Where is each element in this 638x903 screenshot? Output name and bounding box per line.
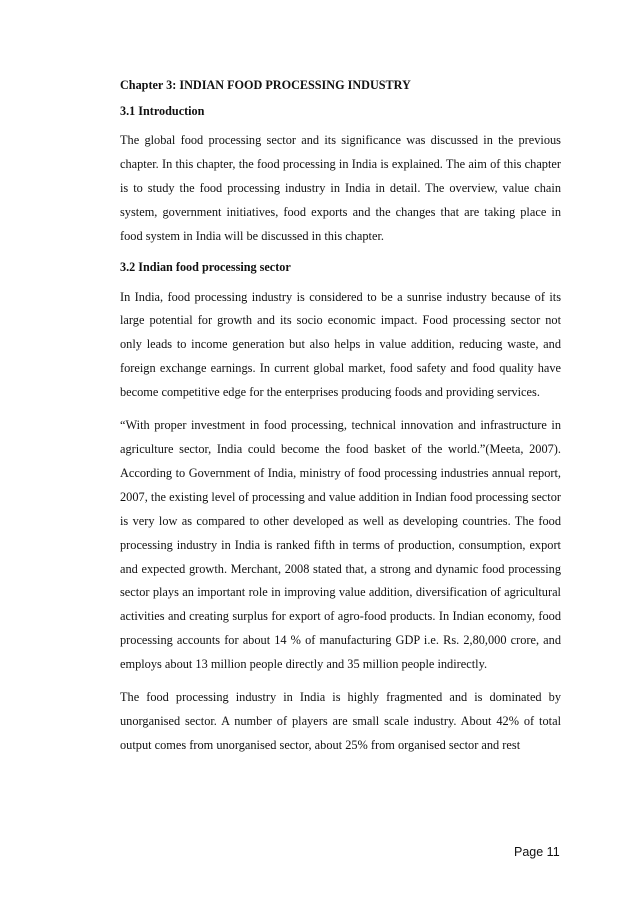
page-number: Page 11 <box>514 845 560 859</box>
page-body <box>120 76 561 767</box>
paragraph-sunrise-industry: In India, food processing industry is considered to be a sunrise industry because of its large potential for growth and its socio economic impact. Food processing sector not only leads to income generation but also helps in value addition, reducing waste, and foreign exchange earnings. In current global market, food safety and food quality have become competitive edge for the enterprises producing foods and providing services. <box>120 289 561 400</box>
chapter-heading: Chapter 3: INDIAN FOOD PROCESSING INDUSTRY <box>120 78 411 92</box>
paragraph-food-basket-quote: “With proper investment in food processing, technical innovation and infrastructure in agriculture sector, India could become the food basket of the world.”(Meeta, 2007). According to Government of India, ministry of food processing industries annual report, 2007, the existing level of processing and value addition in Indian food processing sector is very low as compared to other developed as well as developing countries. The food processing industry in India is ranked fifth in terms of production, consumption, export and expected growth. Merchant, 2008 stated that, a strong and dynamic food processing sector plays an important role in improving value addition, diversification of agricultural activities and creating surplus for export of agro-food products. In Indian economy, food processing accounts for about 14 % of manufacturing GDP i.e. Rs. 2,80,000 crore, and employs about 13 million people directly and 35 million people indirectly. <box>120 418 561 672</box>
paragraph-fragmented-industry: The food processing industry in India is highly fragmented and is dominated by unorganised sector. A number of players are small scale industry. About 42% of total output comes from unorganised sector, about 25% from organised sector and rest <box>120 690 561 752</box>
section-heading-introduction: 3.1 Introduction <box>120 104 205 118</box>
paragraph-introduction: The global food processing sector and its significance was discussed in the previous chapter. In this chapter, the food processing in India is explained. The aim of this chapter is to study the food processing industry in India in detail. The overview, value chain system, government initiatives, food exports and the changes that are taking place in food system in India will be discussed in this chapter. <box>120 133 561 243</box>
section-heading-indian-food-processing: 3.2 Indian food processing sector <box>120 259 291 274</box>
